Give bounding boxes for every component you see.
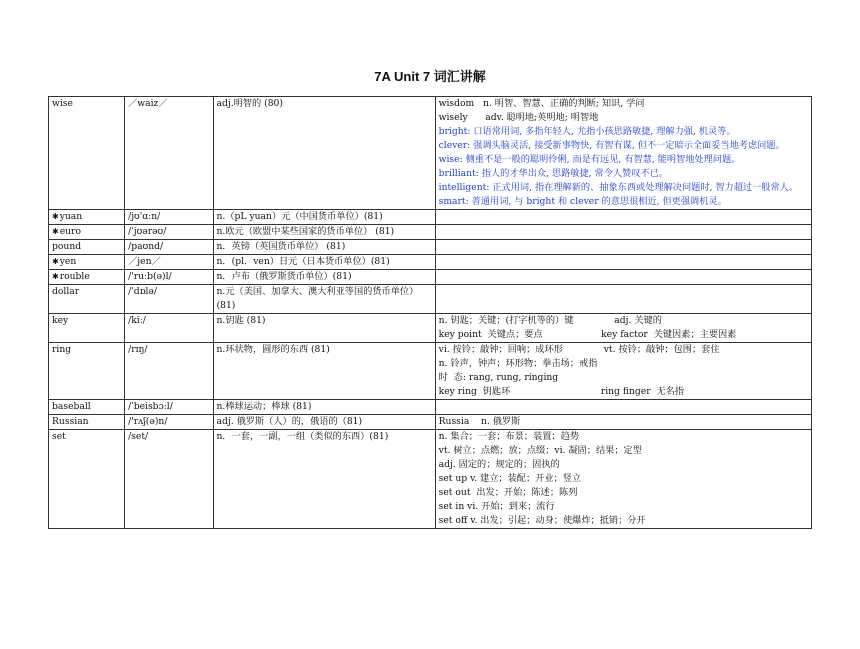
phonetic-cell: /jʊ'ɑːn/: [125, 210, 213, 225]
note-line: wisely adv. 聪明地;英明地; 明智地: [438, 112, 599, 123]
phonetic-cell: ／jen／: [125, 255, 213, 270]
notes-cell: [435, 415, 811, 430]
phonetic-cell: ／waiz／: [125, 97, 213, 210]
meaning-cell: adj.明智的 (80): [213, 97, 435, 210]
meaning-cell: adj. 俄罗斯（人）的，俄语的（81): [213, 415, 435, 430]
table-row: [49, 415, 812, 430]
word-cell: wise: [49, 97, 125, 210]
note-line: key ring 钥匙环 ring finger 无名指: [438, 386, 685, 397]
word-cell: ✱ yen: [49, 255, 125, 270]
word-cell: ✱ euro: [49, 225, 125, 240]
note-line: brilliant: 指人的才华出众, 思路敏捷, 常令人赞叹不已。: [438, 168, 668, 179]
phonetic-cell: /rɪŋ/: [125, 343, 213, 400]
phonetic-cell: /paʊnd/: [125, 240, 213, 255]
table-row: [49, 314, 812, 343]
meaning-cell: n.（pL yuan）元（中国货币单位）(81): [213, 210, 435, 225]
phonetic-cell: /kiː/: [125, 314, 213, 343]
phonetic-cell: /'rʌʃ(ə)n/: [125, 415, 213, 430]
meaning-cell: n．卢布（俄罗斯货币单位）(81): [213, 270, 435, 285]
notes-cell: [435, 210, 811, 225]
table-row: [49, 97, 812, 210]
note-line: set up v. 建立；装配；开业；竖立: [438, 473, 582, 484]
word-cell: ✱ yuan: [49, 210, 125, 225]
notes-cell: [435, 430, 811, 529]
notes-cell: [435, 225, 811, 240]
meaning-cell: n．(pl．ven）日元（日本货币单位）(81): [213, 255, 435, 270]
table-row: [49, 270, 812, 285]
vocabulary-table-body: [49, 97, 812, 529]
note-line: Russia n. 俄罗斯: [438, 416, 521, 427]
word-cell: set: [49, 430, 125, 529]
table-row: [49, 225, 812, 240]
word-cell: ring: [49, 343, 125, 400]
page-title: 7A Unit 7 词汇讲解: [374, 69, 486, 84]
note-line: clever: 强调头脑灵活, 接受新事物快, 有智有谋, 但不一定暗示全面妥当地考虑问题。: [438, 140, 785, 151]
table-row: [49, 343, 812, 400]
table-row: [49, 400, 812, 415]
word-cell: dollar: [49, 285, 125, 314]
meaning-cell: n.钥匙 (81): [213, 314, 435, 343]
note-line: n. 集合；一套；布景；装置；趋势: [438, 431, 580, 442]
note-line: wise: 侧重不是一般的聪明伶俐, 而是有远见, 有智慧, 能明智地处理问题。: [438, 154, 741, 165]
note-line: smart: 普通用词, 与 bright 和 clever 的意思很相近, 但更强调机灵。: [438, 196, 727, 207]
vocabulary-table: [48, 96, 812, 529]
notes-cell: [435, 270, 811, 285]
word-cell: baseball: [49, 400, 125, 415]
meaning-cell: n.棒球运动；棒球 (81): [213, 400, 435, 415]
note-line: vt. 树立；点燃；放；点缀；vi. 凝固；结果；定型: [438, 445, 642, 456]
notes-cell: [435, 285, 811, 314]
phonetic-cell: /ˈjʊərəʊ/: [125, 225, 213, 240]
notes-cell: [435, 314, 811, 343]
phonetic-cell: /'dɒlə/: [125, 285, 213, 314]
phonetic-cell: /ˈbeisbɔːl/: [125, 400, 213, 415]
meaning-cell: n．一套，一副，一组（类似的东西）(81): [213, 430, 435, 529]
note-line: bright: 口语常用词, 多指年轻人, 尤指小孩思路敏捷, 理解力强, 机灵等。: [438, 126, 736, 137]
notes-cell: [435, 97, 811, 210]
note-line: set in vi. 开始；到来；流行: [438, 501, 555, 512]
table-row: [49, 240, 812, 255]
table-row: [49, 430, 812, 529]
meaning-cell: n.欧元（欧盟中某些国家的货币单位） (81): [213, 225, 435, 240]
meaning-cell: n.元（美国、加拿大、澳大利亚等国的货币单位）(81): [213, 285, 435, 314]
note-line: n. 铃声，钟声；环形物；拳击场；戒指: [438, 358, 598, 369]
note-line: set out 出发；开始；陈述；陈列: [438, 487, 578, 498]
word-cell: ✱ rouble: [49, 270, 125, 285]
word-cell: pound: [49, 240, 125, 255]
note-line: 时 态: rang, rung, ringing: [438, 372, 559, 383]
phonetic-cell: /'ruːb(ə)l/: [125, 270, 213, 285]
table-row: [49, 285, 812, 314]
meaning-cell: n．英镑（英国货币单位） (81): [213, 240, 435, 255]
note-line: n. 钥匙；关键；(打字机等的）键 adj. 关键的: [438, 315, 662, 326]
word-cell: Russian: [49, 415, 125, 430]
notes-cell: [435, 240, 811, 255]
phonetic-cell: /set/: [125, 430, 213, 529]
notes-cell: [435, 343, 811, 400]
table-row: [49, 210, 812, 225]
note-line: set off v. 出发；引起；动身；使爆炸；抵销；分开: [438, 515, 646, 526]
notes-cell: [435, 255, 811, 270]
meaning-cell: n.环状物，圆形的东西 (81): [213, 343, 435, 400]
notes-cell: [435, 400, 811, 415]
table-row: [49, 255, 812, 270]
note-line: wisdom n. 明智、智慧、正确的判断; 知识, 学问: [438, 98, 645, 109]
word-cell: key: [49, 314, 125, 343]
note-line: adj. 固定的；规定的；固执的: [438, 459, 560, 470]
note-line: intelligent: 正式用词, 指在理解新的、抽象东西或处理解决问题时, 智力超过一般常人。: [438, 182, 799, 193]
note-line: vi. 按铃；敲钟；回响；成环形 vt. 按铃；敲钟；包围；套住: [438, 344, 720, 355]
note-line: key point 关键点；要点 key factor 关键因素；主要因素: [438, 329, 737, 340]
